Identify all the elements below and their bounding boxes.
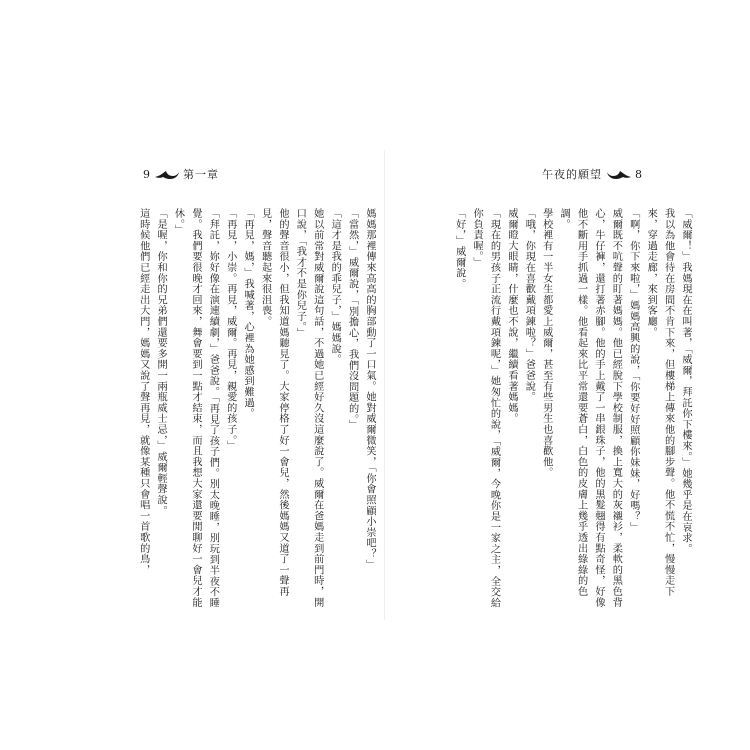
paragraph: 「現在的男孩子正流行戴項鍊呢，」她匆忙的說，「威爾，今晚你是一家之主，全交給你負責喔。」 xyxy=(471,208,500,609)
paragraph: 「啊，你下來啦，」媽媽高興的說，「你要好好照顧你妹妹，好嗎？」 xyxy=(627,208,639,533)
paragraph: 這時候他們已經走出大門，媽媽又說了聲再見，就像某種只會唱一首歌的鳥， xyxy=(137,208,149,576)
running-head-left xyxy=(143,166,219,184)
paragraph: 學校裡有一半女生都愛上威爾，甚至有些男生也喜歡他。 xyxy=(540,208,552,478)
paragraph: 媽媽那裡傳來高高的胸部動了一口氣。她對威爾微笑，「你會照顧小崇吧？」 xyxy=(364,208,375,571)
gutter xyxy=(384,150,385,620)
page-number: 9 xyxy=(143,168,150,181)
paragraph: 「好，」威爾說。 xyxy=(453,208,465,290)
paragraph: 「這才是我的乖兒子，」媽媽說。 xyxy=(329,208,341,365)
page-number: 8 xyxy=(635,168,642,181)
paragraph: 他的聲音很小，但我知道媽聽見了。大家停格了好一會兒，然後媽媽又道了一聲再見，聲音聽起來很沮喪。 xyxy=(259,208,288,597)
paragraph: 「拜託，妳好像在演連續劇，」爸爸說。「再見了孩子們。別太晚睡，別玩到半夜不睡覺。我們要很晚才回來，舞會要到一點才結束，而且我想大家還要閒聊好一會兒才能休。」 xyxy=(172,208,219,609)
chapter-title: 第一章 xyxy=(183,168,219,181)
paragraph: 「威爾！」我媽現在在叫著，「威爾，拜託你下樓來。」她幾乎是在哀求。 xyxy=(680,208,691,555)
running-head-right xyxy=(542,166,642,184)
swallow-icon xyxy=(154,168,180,182)
swallow-icon xyxy=(606,168,632,182)
paragraph: 威爾既不吭聲的盯著媽媽。他已經脫下學校制服，換上寬大的灰襯衫，柔軟的黑色背心，牛仔褲，還打著赤腳。他的手上戴了一串銀珠子，他的黑髮翹得有點奇怪，好像他不斷用手抓過一樣。他看起來比平常還要蒼白，白色的皮膚上幾乎透出綠綠的色調。 xyxy=(558,208,622,608)
paragraph: 「再見，小崇。再見，威爾。再見，親愛的孩子。」 xyxy=(224,208,236,452)
paragraph: 她以前常對威爾說這句話，不過她已經好久沒這麼說了。威爾在爸媽走到前門時，開口說，「我才不是你兒子。」 xyxy=(294,208,323,608)
book-title: 午夜的願望 xyxy=(542,168,602,181)
paragraph: 「哦，你現在喜歡戴項鍊啦？」爸爸說。 xyxy=(523,208,535,403)
body-text xyxy=(402,208,694,613)
body-text xyxy=(88,208,378,613)
paragraph: 「再見，媽，」我喊著，心裡為她感到難過。 xyxy=(242,208,254,419)
paragraph: 我以為他會待在房間不肯下來，但樓梯上傳來他的腳步聲。他不慌不忙，慢慢走下來，穿過走廊，來到客廳。 xyxy=(645,208,674,597)
paragraph: 威爾瞪大眼睛，什麼也不說，繼續看著媽媽。 xyxy=(505,208,517,424)
right-page xyxy=(402,150,694,620)
paragraph: 「是喔，你和你的兄弟們還要多開一兩瓶威士忌，」威爾輕聲說。 xyxy=(155,208,167,517)
paragraph: 「當然，」威爾說，「別擔心，我們沒問題的。」 xyxy=(346,208,358,431)
left-page xyxy=(88,150,378,620)
